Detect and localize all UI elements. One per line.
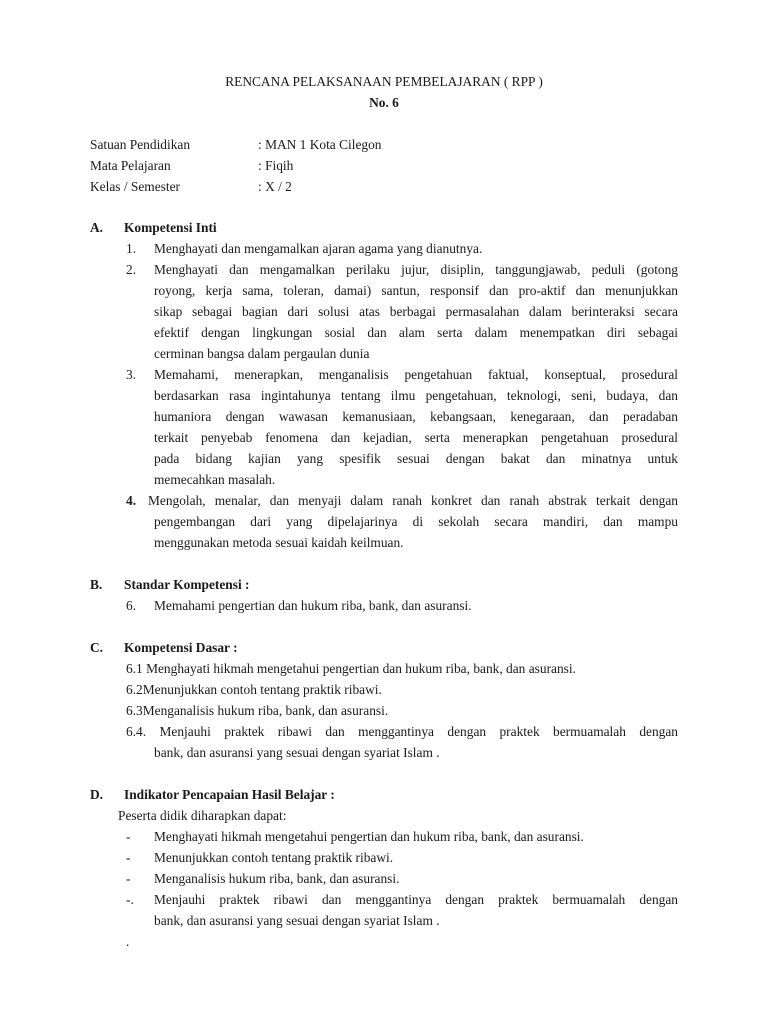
identity-row [90,134,381,155]
item-line: pada bidang kajian yang spesifik sesuai dengan bakat dan minatnya untuk [154,451,678,466]
item-number: 1. [126,241,137,256]
list-item: 6.3Menganalisis hukum riba, bank, dan asuransi. [126,703,389,718]
list-item: 6.4. Menjauhi praktek ribawi dan menggantinya dengan praktek bermuamalah dengan [126,724,678,739]
section-heading [90,217,678,238]
identity-block [90,134,381,197]
item-line: Menghayati dan mengamalkan perilaku jujur, disiplin, tanggungjawab, peduli (gotong [154,262,678,277]
item-line: menggunakan metoda sesuai kaidah keilmuan. [154,535,404,550]
section-letter: A. [90,220,104,235]
section-letter: C. [90,640,104,655]
item-line: Memahami pengertian dan hukum riba, bank, dan asuransi. [154,598,472,613]
document-number: No. 6 [369,95,399,110]
identity-label: Satuan Pendidikan [90,137,191,152]
bullet-dash: - [126,871,131,886]
identity-value: : MAN 1 Kota Cilegon [258,137,382,152]
item-line: Menganalisis hukum riba, bank, dan asuransi. [154,871,400,886]
item-line: sikap sebagai bagian dari solusi atas berbagai permasalahan dalam berinteraksi secara [154,304,678,319]
bullet-dash: - [126,829,131,844]
section-kompetensi-dasar [90,637,678,763]
list-item: 6.2Menunjukkan contoh tentang praktik ribawi. [126,682,382,697]
list-item [126,847,678,868]
section-title: Standar Kompetensi : [124,577,250,592]
item-line: bank, dan asuransi yang sesuai dengan syariat Islam . [154,745,440,760]
section-title: Indikator Pencapaian Hasil Belajar : [124,787,335,802]
section-indikator [90,784,678,952]
item-number: 3. [126,367,137,382]
item-line: berdasarkan rasa ingintahunya tentang ilmu pengetahuan, teknologi, seni, budaya, dan [154,388,678,403]
list-item [126,364,678,490]
section-heading [90,637,678,658]
item-number: 2. [126,262,137,277]
list-item [126,826,678,847]
list-item [126,889,678,931]
item-line: Menghayati hikmah mengetahui pengertian dan hukum riba, bank, dan asuransi. [154,829,584,844]
item-line: bank, dan asuransi yang sesuai dengan syariat Islam . [154,913,440,928]
item-line: Menunjukkan contoh tentang praktik ribawi. [154,850,394,865]
item-line: cerminan bangsa dalam pergaulan dunia [154,346,370,361]
document-title: RENCANA PELAKSANAAN PEMBELAJARAN ( RPP ) [225,74,543,89]
identity-value: : Fiqih [258,158,294,173]
section-kompetensi-inti [90,217,678,553]
list-item [126,931,678,952]
list-item: 6.1 Menghayati hikmah mengetahui pengertian dan hukum riba, bank, dan asuransi. [126,661,576,676]
section-letter: B. [90,577,103,592]
item-number: 6. [126,598,137,613]
list-item [126,595,678,616]
item-line: efektif dengan lingkungan sosial dan alam serta dalam menempatkan diri sebagai [154,325,678,340]
section-title: Kompetensi Inti [124,220,217,235]
section-heading [90,574,678,595]
item-number: 4. [126,493,137,508]
item-line: terkait penyebab fenomena dan kejadian, serta menerapkan pengetahuan prosedural [154,430,678,445]
item-line: Menjauhi praktek ribawi dan menggantinya dengan praktek bermuamalah dengan [154,892,678,907]
list-item [126,259,678,364]
identity-label: Kelas / Semester [90,179,180,194]
bullet-dash: . [126,934,130,949]
item-line: memecahkan masalah. [154,472,276,487]
identity-label: Mata Pelajaran [90,158,171,173]
indikator-intro: Peserta didik diharapkan dapat: [118,808,287,823]
section-heading [90,784,678,805]
section-title: Kompetensi Dasar : [124,640,238,655]
list-item [126,868,678,889]
item-line: Menghayati dan mengamalkan ajaran agama yang dianutnya. [154,241,483,256]
list-item [126,238,678,259]
bullet-dash: -. [126,892,134,907]
identity-row [90,155,381,176]
bullet-dash: - [126,850,131,865]
identity-row [90,176,381,197]
item-line: Memahami, menerapkan, menganalisis pengetahuan faktual, konseptual, prosedural [154,367,678,382]
identity-value: : X / 2 [258,179,292,194]
section-standar-kompetensi [90,574,678,616]
section-letter: D. [90,787,104,802]
kompetensi-dasar-list [126,658,678,763]
item-line: pengembangan dari yang dipelajarinya di sekolah secara mandiri, dan mampu [154,514,678,529]
list-item [126,490,678,553]
item-line: Mengolah, menalar, dan menyaji dalam ranah konkret dan ranah abstrak terkait dengan [148,493,678,508]
kompetensi-inti-list [126,238,678,553]
item-line: royong, kerja sama, toleran, damai) santun, responsif dan pro-aktif dan menunjukkan [154,283,678,298]
item-line: humaniora dengan wawasan kemanusiaan, kebangsaan, kenegaraan, dan peradaban [154,409,678,424]
